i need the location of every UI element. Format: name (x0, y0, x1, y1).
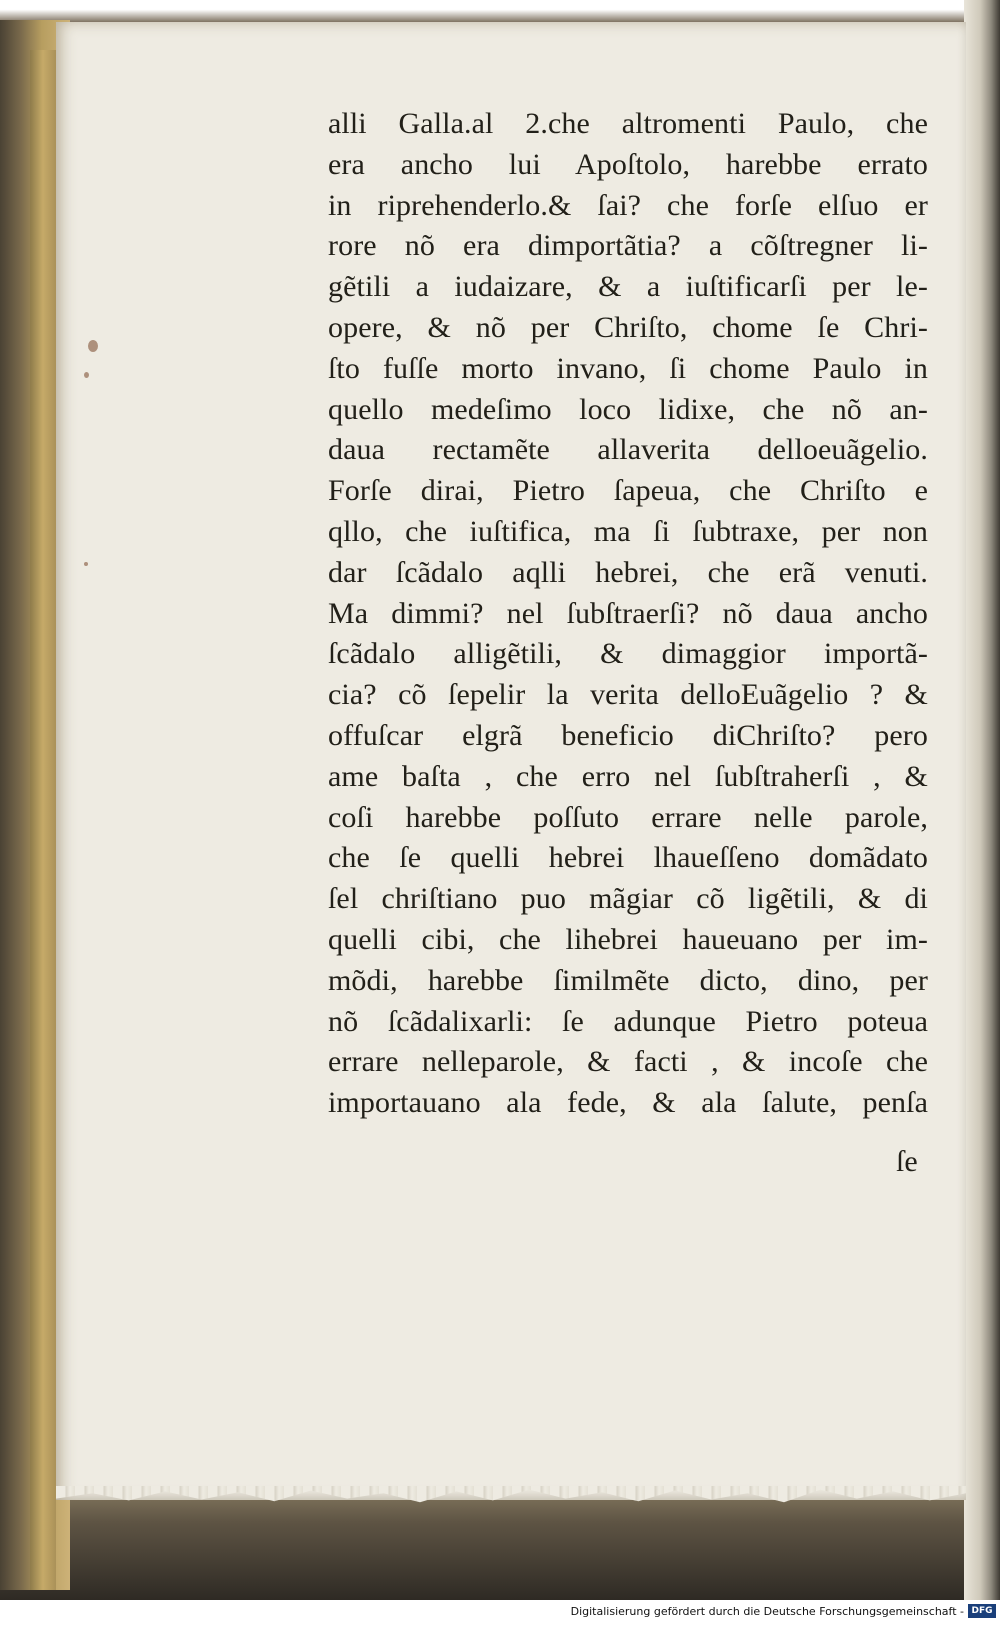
text-line: quelli cibi, che lihebrei haueuano per im- (328, 922, 928, 956)
dfg-logo-badge: DFG (968, 1604, 996, 1618)
text-line: rore nõ era dimportãtia? a cõſtregner li- (328, 229, 928, 263)
text-line: offuſcar elgrã beneficio diChriſto? pero (328, 718, 928, 752)
text-line: Forſe dirai, Pietro ſapeua, che Chriſto e (328, 474, 928, 508)
ink-stain (88, 340, 98, 352)
body-text (328, 104, 928, 1124)
text-line: mõdi, harebbe ſimilmẽte dicto, dino, per (328, 963, 928, 997)
text-line: daua rectamẽte allaverita delloeuãgelio. (328, 433, 928, 467)
text-line: coſi harebbe poſſuto errare nelle parole, (328, 800, 928, 834)
text-line: era ancho lui Apoſtolo, harebbe errato (328, 147, 928, 181)
page-stack-edge (964, 0, 1000, 1600)
ink-stain (84, 562, 88, 566)
text-line: qllo, che iuſtifica, ma ſi ſubtraxe, per non (328, 514, 928, 548)
text-line: Ma dimmi? nel ſubſtraerſi? nõ daua ancho (328, 596, 928, 630)
ink-stain (84, 372, 89, 378)
text-line: ſto fuſſe morto invano, ſi chome Paulo in (328, 351, 928, 385)
catchword: ſe (896, 1145, 918, 1178)
text-line: quello medeſimo loco lidixe, che nõ an- (328, 392, 928, 426)
text-line: ſcãdalo alligẽtili, & dimaggior importã- (328, 637, 928, 671)
text-line: in riprehenderlo.& ſai? che forſe elſuo er (328, 188, 928, 222)
text-line: gẽtili a iudaizare, & a iuſtificarſi per le- (328, 270, 928, 304)
digitization-credit: Digitalisierung gefördert durch die Deutsche Forschungsgemeinschaft - (570, 1605, 964, 1618)
binding-fold (30, 50, 56, 1590)
text-line: opere, & nõ per Chriſto, chome ſe Chri- (328, 310, 928, 344)
text-line: ſel chriſtiano puo mãgiar cõ ligẽtili, & di (328, 882, 928, 916)
text-line: errare nelleparole, & facti , & incoſe che (328, 1045, 928, 1079)
text-line: cia? cõ ſepelir la verita delloEuãgelio ? & (328, 678, 928, 712)
text-line: importauano ala fede, & ala ſalute, penſa (328, 1086, 928, 1120)
text-line: alli Galla.al 2.che altromenti Paulo, che (328, 107, 928, 140)
text-line: ame baſta , che erro nel ſubſtraherſi , & (328, 759, 928, 793)
text-line: che ſe quelli hebrei lhaueſſeno domãdato (328, 841, 928, 875)
text-line: dar ſcãdalo aqlli hebrei, che erã venuti. (328, 555, 928, 589)
text-line: nõ ſcãdalixarli: ſe adunque Pietro poteua (328, 1004, 928, 1038)
scanner-background-top (0, 0, 1000, 24)
